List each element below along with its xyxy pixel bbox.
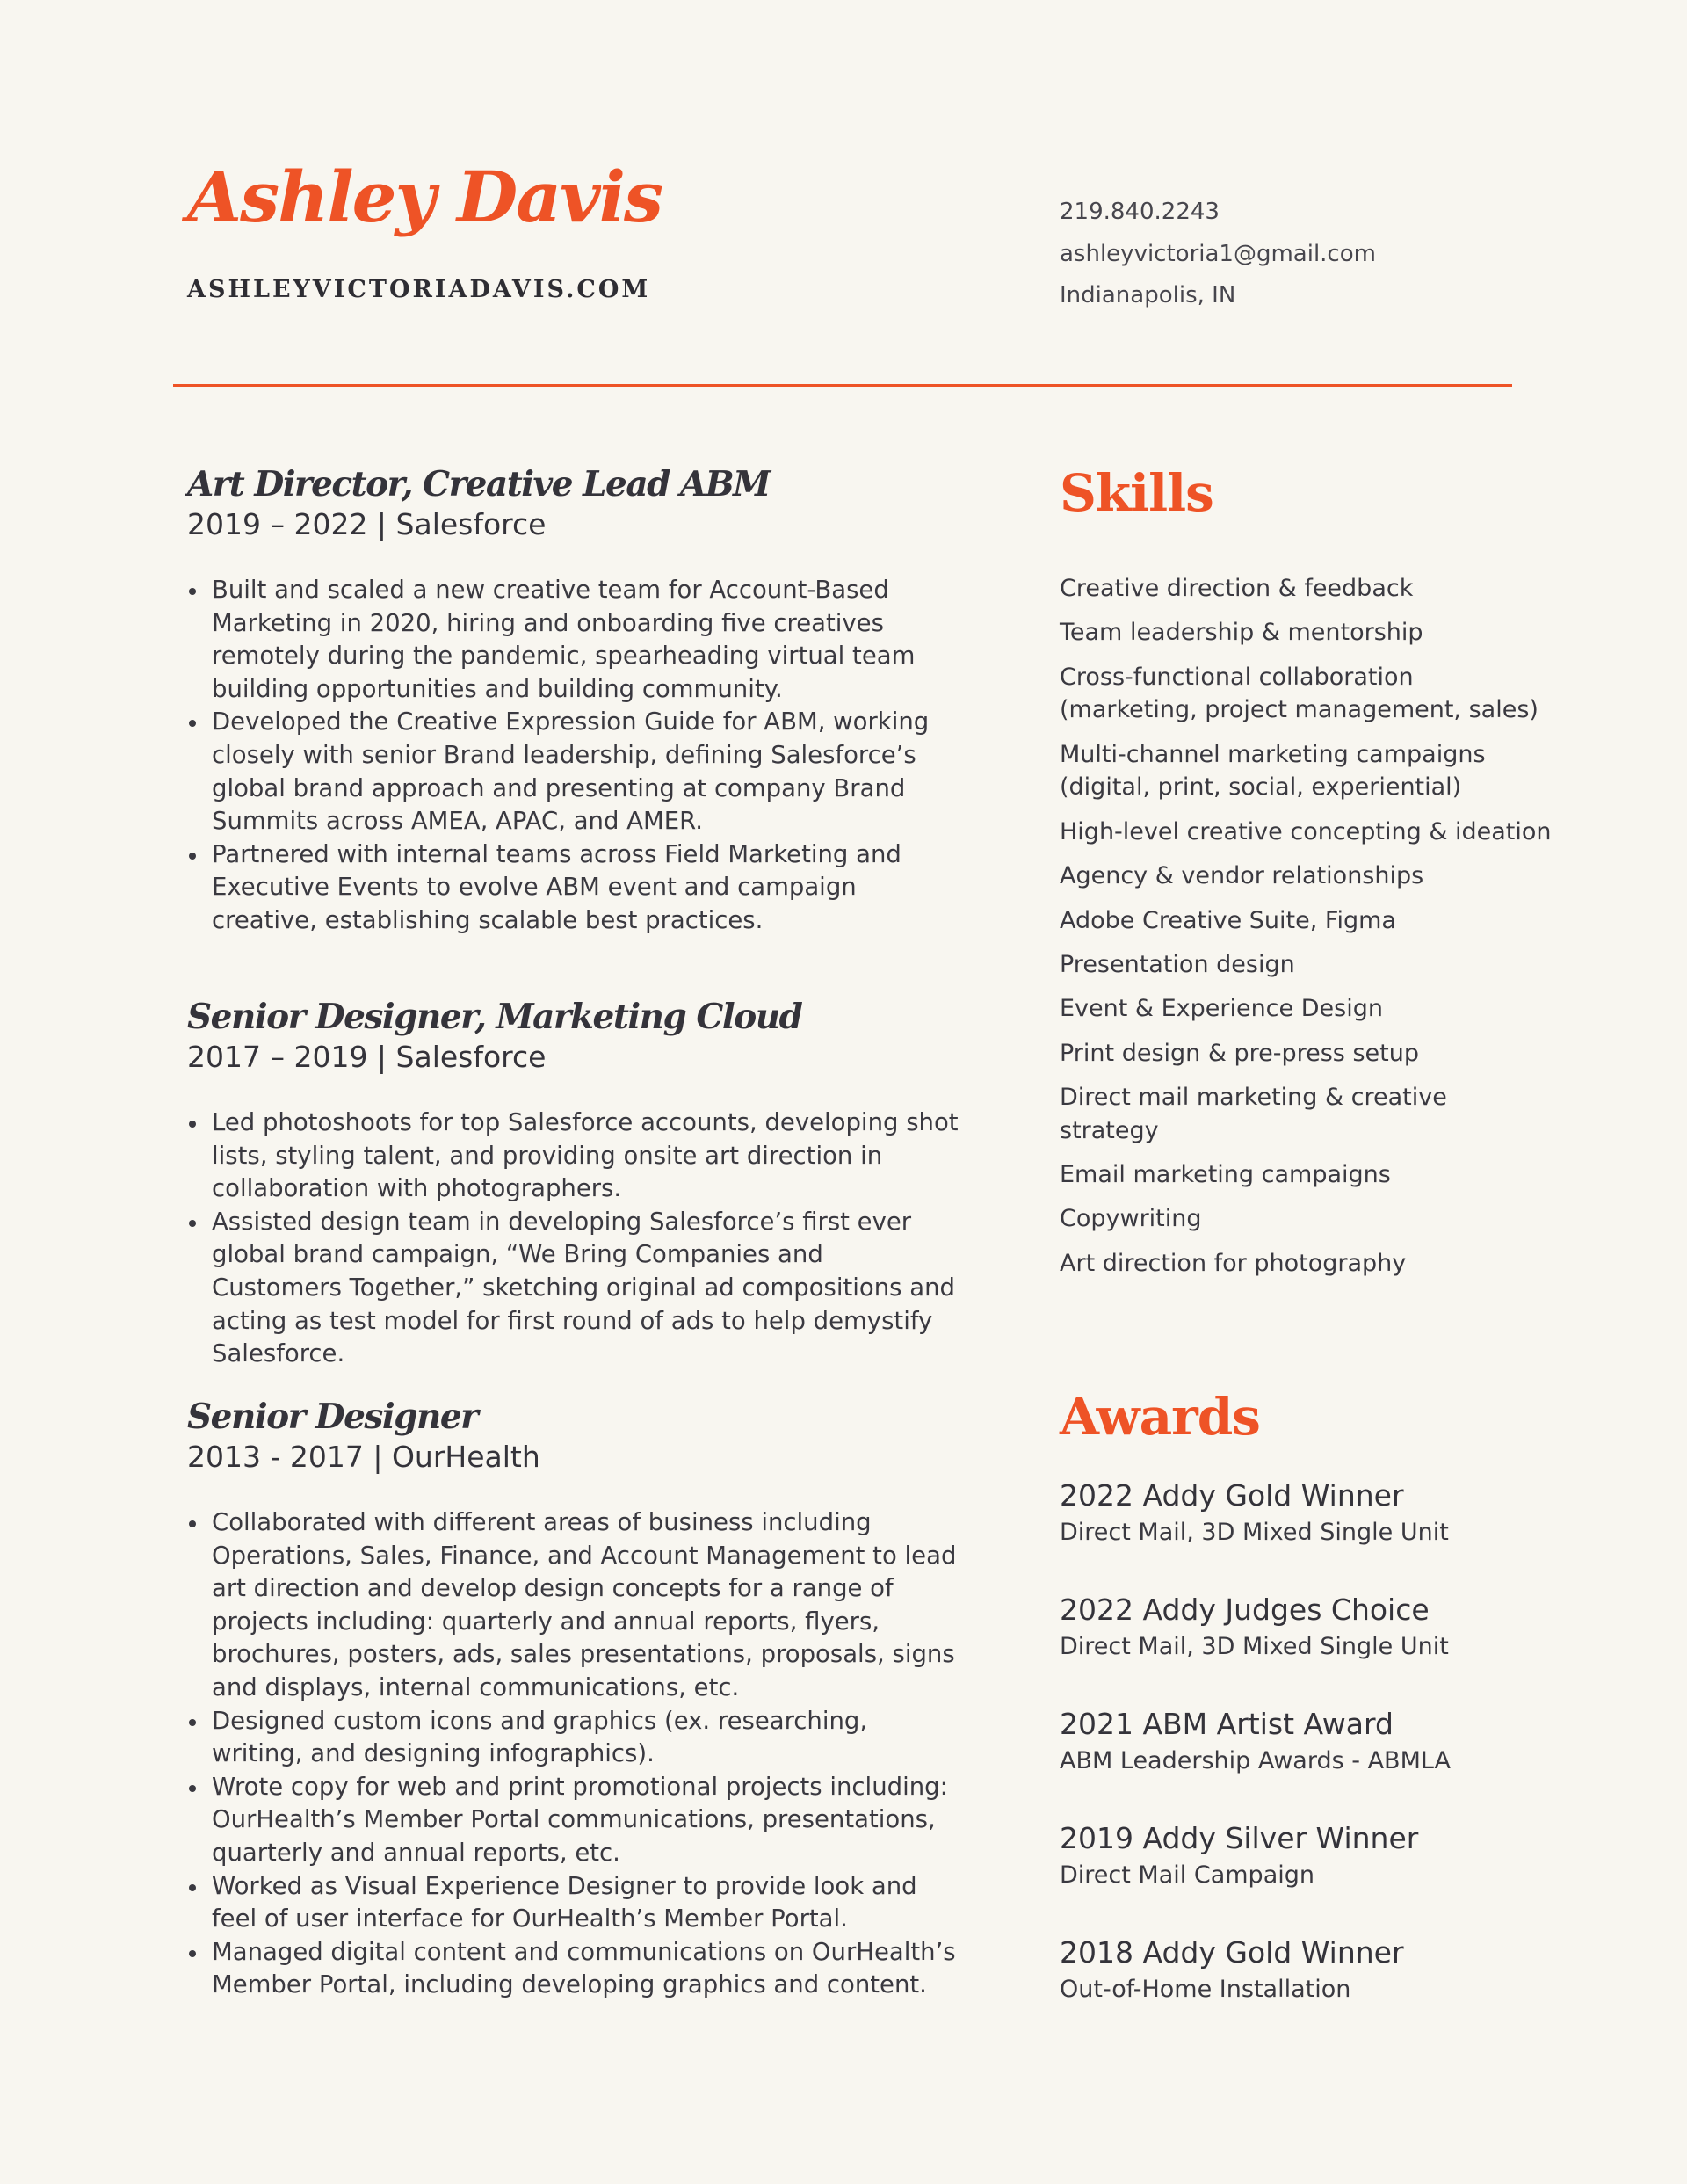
- job-art-director: [187, 463, 960, 938]
- job-bullets: [187, 574, 960, 938]
- job-bullets: [187, 1107, 960, 1371]
- award-category: Direct Mail, 3D Mixed Single Unit: [1060, 1633, 1449, 1660]
- skill-item: Copywriting: [1060, 1205, 1202, 1233]
- award-title: 2021 ABM Artist Award: [1060, 1707, 1394, 1741]
- skill-item: Cross-functional collaboration (marketing, project management, sales): [1060, 663, 1539, 724]
- bullet-item: Led photoshoots for top Salesforce accounts, developing shot lists, styling talent, and providing onsite art direction in collaboration with photographers.: [187, 1107, 960, 1206]
- skill-item: Agency & vendor relationships: [1060, 862, 1424, 890]
- award-item: [1060, 1819, 1587, 1934]
- bullet-item: Managed digital content and communications on OurHealth’s Member Portal, including developing graphics and content.: [187, 1936, 960, 2002]
- header-divider: [173, 384, 1512, 387]
- email-address: ashleyvictoria1@gmail.com: [1060, 240, 1376, 267]
- bullet-item: Assisted design team in developing Salesforce’s first ever global brand campaign, “We Bring Companies and Customers Together,” sketching original ad compositions and acting as test model for first round of ads to help demystify Salesforce.: [187, 1206, 960, 1371]
- bullet-item: Designed custom icons and graphics (ex. researching, writing, and designing infographics).: [187, 1705, 960, 1771]
- skill-item: Multi-channel marketing campaigns (digital, print, social, experiential): [1060, 740, 1486, 802]
- bullet-item: Collaborated with different areas of business including Operations, Sales, Finance, and Account Management to lead art direction and develop design concepts for a range of projects including: quarterly and annual reports, flyers, brochures, posters, ads, sales presentations, proposals, signs and displays, internal communications, etc.: [187, 1506, 960, 1705]
- award-category: ABM Leadership Awards - ABMLA: [1060, 1747, 1452, 1774]
- award-item: [1060, 1591, 1587, 1705]
- skill-item: Print design & pre-press setup: [1060, 1039, 1419, 1067]
- location: Indianapolis, IN: [1060, 282, 1236, 308]
- contact-block: [1060, 192, 1376, 317]
- skill-item: Team leadership & mentorship: [1060, 619, 1423, 647]
- award-title: 2022 Addy Gold Winner: [1060, 1478, 1404, 1513]
- phone-number: 219.840.2243: [1060, 199, 1220, 225]
- award-category: Direct Mail Campaign: [1060, 1861, 1314, 1889]
- awards-list: [1060, 1477, 1587, 2007]
- skill-item: High-level creative concepting & ideation: [1060, 817, 1552, 845]
- website-url: ASHLEYVICTORIADAVIS.COM: [187, 276, 651, 303]
- job-senior-designer-marketing-cloud: [187, 996, 960, 1371]
- job-senior-designer-ourhealth: [187, 1396, 960, 2002]
- skill-item: Art direction for photography: [1060, 1249, 1407, 1277]
- bullet-item: Worked as Visual Experience Designer to provide look and feel of user interface for OurHealth’s Member Portal.: [187, 1870, 960, 1936]
- job-title: Senior Designer, Marketing Cloud: [187, 997, 802, 1037]
- award-item: [1060, 1705, 1587, 1819]
- skill-item: Direct mail marketing & creative strategy: [1060, 1084, 1447, 1144]
- bullet-item: Wrote copy for web and print promotional projects including: OurHealth’s Member Portal communications, presentations, quarterly and annual reports, etc.: [187, 1771, 960, 1870]
- job-title: Senior Designer: [187, 1397, 478, 1437]
- skills-list: [1060, 572, 1552, 1291]
- resume-name: Ashley Davis: [187, 156, 662, 238]
- job-dates-company: 2013 - 2017 | OurHealth: [187, 1440, 540, 1474]
- awards-heading: Awards: [1060, 1387, 1260, 1447]
- skills-heading: Skills: [1060, 463, 1213, 523]
- skill-item: Creative direction & feedback: [1060, 575, 1414, 602]
- award-category: Direct Mail, 3D Mixed Single Unit: [1060, 1519, 1449, 1546]
- award-title: 2019 Addy Silver Winner: [1060, 1821, 1419, 1855]
- award-item: [1060, 1934, 1587, 2007]
- bullet-item: Built and scaled a new creative team for Account-Based Marketing in 2020, hiring and onboarding five creatives remotely during the pandemic, spearheading virtual team building opportunities and building community.: [187, 574, 960, 706]
- skill-item: Email marketing campaigns: [1060, 1161, 1391, 1189]
- bullet-item: Developed the Creative Expression Guide for ABM, working closely with senior Brand leadership, defining Salesforce’s global brand approach and presenting at company Brand Summits across AMEA, APAC, and AMER.: [187, 706, 960, 838]
- skill-item: Event & Experience Design: [1060, 995, 1383, 1023]
- award-title: 2022 Addy Judges Choice: [1060, 1593, 1430, 1627]
- award-category: Out-of-Home Installation: [1060, 1976, 1351, 2003]
- job-dates-company: 2019 – 2022 | Salesforce: [187, 507, 547, 541]
- skill-item: Presentation design: [1060, 950, 1295, 978]
- skill-item: Adobe Creative Suite, Figma: [1060, 906, 1396, 934]
- job-dates-company: 2017 – 2019 | Salesforce: [187, 1040, 547, 1074]
- bullet-item: Partnered with internal teams across Field Marketing and Executive Events to evolve ABM event and campaign creative, establishing scalable best practices.: [187, 838, 960, 938]
- job-title: Art Director, Creative Lead ABM: [187, 464, 770, 504]
- award-title: 2018 Addy Gold Winner: [1060, 1935, 1404, 1970]
- award-item: [1060, 1477, 1587, 1591]
- job-bullets: [187, 1506, 960, 2002]
